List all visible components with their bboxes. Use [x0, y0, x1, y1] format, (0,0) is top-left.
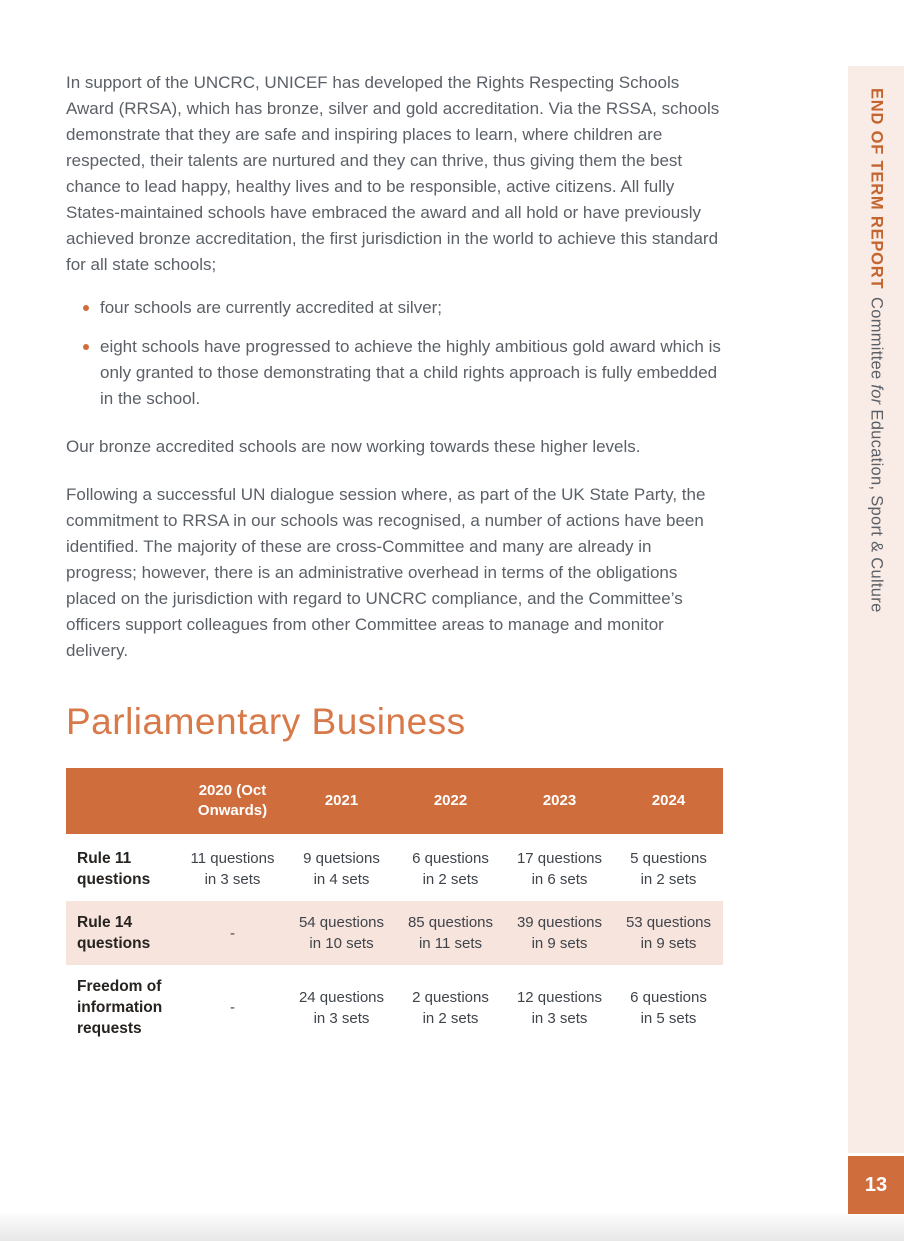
bullet-text: four schools are currently accredited at silver; — [100, 298, 443, 317]
table-cell: 17 questions in 6 sets — [516, 850, 603, 888]
table-row-rule-11 — [66, 836, 723, 902]
column-header-2023: 2023 — [505, 768, 614, 836]
table-cell: 5 questions in 2 sets — [630, 850, 707, 888]
bullet-icon — [83, 344, 89, 350]
bullet-icon — [83, 305, 89, 311]
table-cell: 53 questions in 9 sets — [625, 914, 712, 952]
sidebar-strip — [848, 66, 904, 1153]
list-item — [100, 295, 723, 321]
section-heading-parliamentary-business: Parliamentary Business — [66, 701, 466, 742]
accreditation-bullet-list — [66, 295, 723, 412]
row-label: Rule 11 questions — [77, 850, 151, 888]
table-cell: 2 questions in 2 sets — [412, 988, 489, 1027]
table-cell: - — [230, 924, 235, 942]
list-item — [100, 334, 723, 412]
column-header-2022: 2022 — [396, 768, 505, 836]
column-header-2021: 2021 — [287, 768, 396, 836]
table-row-rule-14 — [66, 901, 723, 965]
page-number-badge — [848, 1156, 904, 1214]
committee-text: Committee — [867, 297, 886, 385]
column-header-2024: 2024 — [614, 768, 723, 836]
table-cell: 11 questions in 3 sets — [190, 850, 275, 888]
row-label: Rule 14 questions — [77, 914, 151, 952]
table-cell: 24 questions in 3 sets — [298, 988, 385, 1027]
table-cell: - — [230, 999, 235, 1016]
sidebar-report-title: END OF TERM REPORT — [867, 88, 886, 290]
parliamentary-business-table — [66, 768, 723, 1050]
paragraph-uncrc-rrsa: In support of the UNCRC, UNICEF has developed the Rights Respecting Schools Award (RRSA), which has bronze, silver and gold accreditation. Via the RSSA, schools demonstrate that they are safe and inspiring places to learn, where children are respected, their talents are nurtured and they can thrive, thus giving them the best chance to lead happy, healthy lives and to be responsible, active citizens. All fully States-maintained schools have embraced the award and all hold or have previously achieved bronze accreditation, the first jurisdiction in the world to achieve this standard for all state schools; — [66, 73, 720, 274]
bullet-text: eight schools have progressed to achieve the highly ambitious gold award which is only granted to those demonstrating that a child rights approach is fully embedded in the school. — [100, 337, 721, 408]
table-cell: 39 questions in 9 sets — [516, 914, 603, 952]
table-cell: 54 questions in 10 sets — [298, 914, 385, 952]
column-header-empty — [66, 768, 178, 836]
table-cell: 6 questions in 5 sets — [630, 988, 707, 1027]
paragraph-un-dialogue: Following a successful UN dialogue session where, as part of the UK State Party, the commitment to RRSA in our schools was recognised, a number of actions have been identified. The majority of these are cross-Committee and many are already in progress; however, there is an administrative overhead in terms of the obligations placed on the jurisdiction with regard to UNCRC compliance, and the Committee’s officers support colleagues from other Committee areas to manage and monitor delivery. — [66, 485, 706, 660]
table-header-row — [66, 768, 723, 836]
table-cell: 9 quetsions in 4 sets — [303, 850, 380, 888]
table-cell: 85 questions in 11 sets — [407, 914, 494, 952]
paragraph-bronze-schools: Our bronze accredited schools are now working towards these higher levels. — [66, 437, 641, 456]
table-row-foi — [66, 965, 723, 1050]
table-cell: 6 questions in 2 sets — [412, 850, 489, 888]
page-content — [66, 70, 723, 1050]
committee-text-italic: for — [867, 384, 886, 405]
row-label: Freedom of information requests — [77, 978, 163, 1037]
page-bottom-shadow — [0, 1213, 904, 1241]
table-cell: 12 questions in 3 sets — [516, 988, 603, 1027]
page-number: 13 — [864, 1173, 888, 1196]
committee-text: Education, Sport & Culture — [867, 404, 886, 613]
sidebar-committee-name — [867, 297, 886, 613]
column-header-2020: 2020 (Oct Onwards) — [178, 768, 287, 836]
